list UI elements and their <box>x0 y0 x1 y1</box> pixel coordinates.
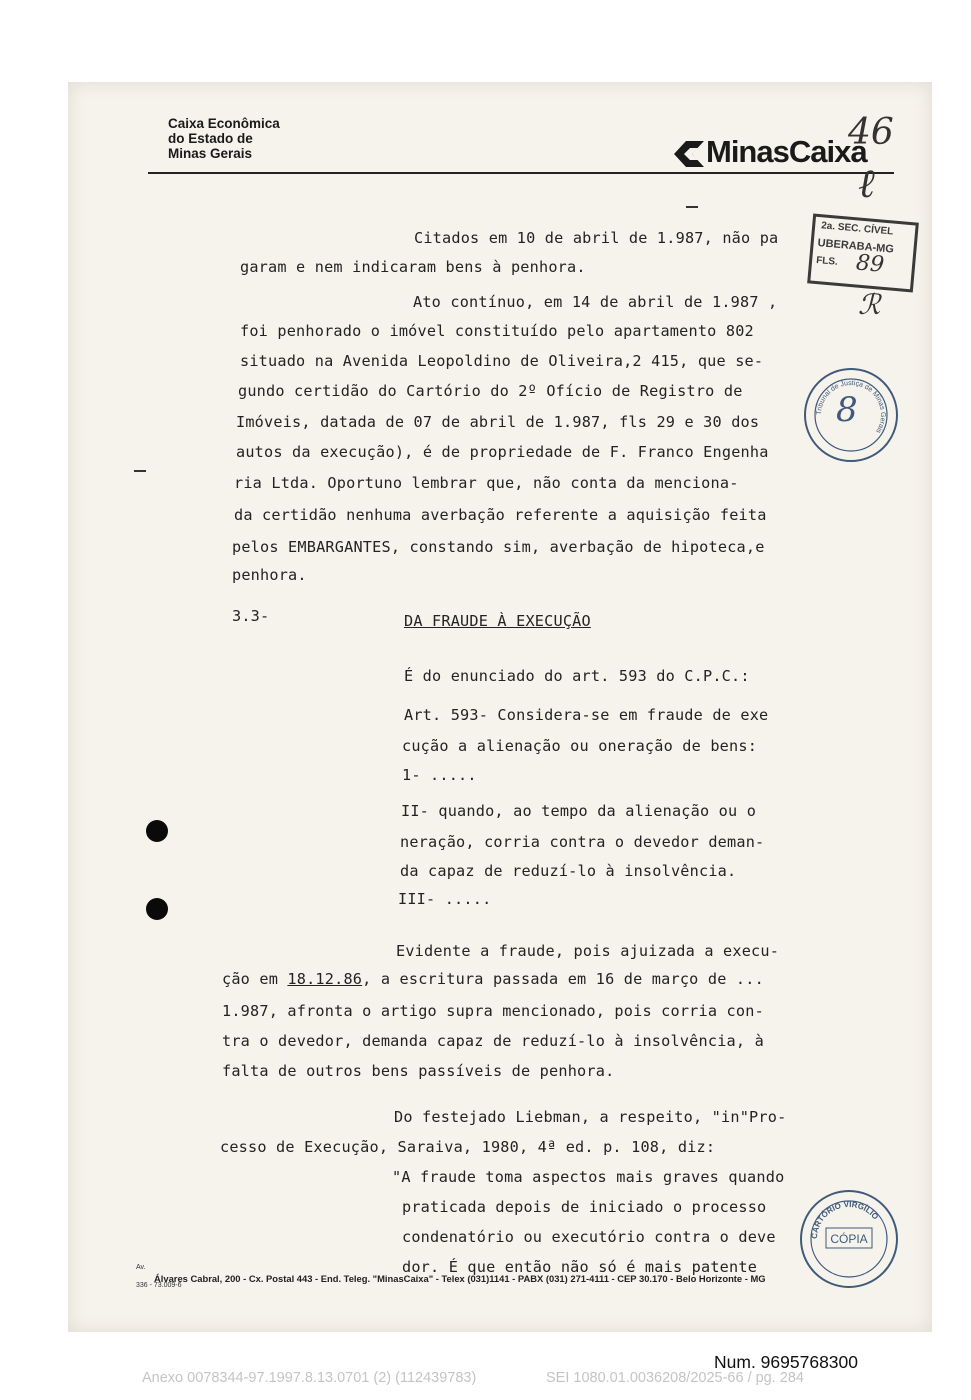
handwritten-initial: ℓ <box>858 161 875 207</box>
text-line: autos da execução), é de propriedade de F. Franco Engenha <box>236 443 769 461</box>
bank-name-line: Minas Gerais <box>168 146 253 161</box>
sei-reference: SEI 1080.01.0036208/2025-66 / pg. 284 <box>546 1370 804 1386</box>
text-line <box>222 970 764 988</box>
stamp-line: UBERABA-MG <box>817 237 895 256</box>
seal-ring-icon <box>802 1192 896 1286</box>
brand-logo: MinasCaixa <box>706 134 867 169</box>
notary-seal <box>800 1190 898 1288</box>
text-segment: , a escritura passada em 16 de março de ... <box>362 970 764 988</box>
quote-line: condenatório ou executório contra o deve <box>402 1228 776 1246</box>
text-line: situado na Avenida Leopoldino de Oliveira,2 415, que se- <box>240 352 764 370</box>
quote-line: "A fraude toma aspectos mais graves quando <box>392 1168 785 1186</box>
text-line: Citados em 10 de abril de 1.987, não pa <box>414 229 779 247</box>
tribunal-seal <box>804 368 898 462</box>
text-line: cesso de Execução, Saraiva, 1980, 4ª ed. p. 108, diz: <box>220 1138 716 1156</box>
stamp-line: 2a. SEC. CÍVEL <box>820 220 894 238</box>
margin-mark <box>686 206 698 208</box>
quote-line: II- quando, ao tempo da alienação ou o <box>401 802 757 820</box>
text-line: tra o devedor, demanda capaz de reduzí-lo à insolvência, à <box>222 1032 764 1050</box>
court-stamp <box>807 214 919 293</box>
bank-name-line: do Estado de <box>168 131 253 146</box>
quote-line: Art. 593- Considera-se em fraude de exe <box>404 706 769 724</box>
footer-code-line: Av. <box>136 1264 146 1271</box>
text-line: foi penhorado o imóvel constituído pelo apartamento 802 <box>240 322 754 340</box>
quote-line: praticada depois de iniciado o processo <box>402 1198 767 1216</box>
section-title: DA FRAUDE À EXECUÇÃO <box>404 612 591 630</box>
annex-reference: Anexo 0078344-97.1997.8.13.0701 (2) (112439783) <box>142 1370 477 1386</box>
quote-line: III- ..... <box>398 890 492 908</box>
quote-line: neração, corria contra o devedor deman- <box>400 833 765 851</box>
text-line: Imóveis, datada de 07 de abril de 1.987, fls 29 e 30 dos <box>236 413 760 431</box>
text-line: 1.987, afronta o artigo supra mencionado, pois corria con- <box>222 1002 764 1020</box>
seal-text: Tribunal de Justiça de Minas Gerais <box>815 379 887 435</box>
text-line: pelos EMBARGANTES, constando sim, averbação de hipoteca,e <box>232 538 765 556</box>
text-line: Evidente a fraude, pois ajuizada a execu- <box>396 942 780 960</box>
text-line: É do enunciado do art. 593 do C.P.C.: <box>404 667 750 685</box>
quote-line: da capaz de reduzí-lo à insolvência. <box>400 862 737 880</box>
text-line: Ato contínuo, em 14 de abril de 1.987 , <box>413 293 778 311</box>
section-number: 3.3- <box>232 607 270 625</box>
document-number: Num. 9695768300 <box>714 1352 858 1372</box>
seal-center-text: CÓPIA <box>830 1232 868 1246</box>
text-line: gundo certidão do Cartório do 2º Ofício de Registro de <box>238 382 743 400</box>
text-line: falta de outros bens passíveis de penhora. <box>222 1062 615 1080</box>
handwritten-page-number: 46 <box>848 112 894 153</box>
stamp-line: FLS. <box>815 254 839 268</box>
text-line: Do festejado Liebman, a respeito, "in"Pro- <box>394 1108 787 1126</box>
bank-name-line: Caixa Econômica <box>168 116 280 131</box>
margin-mark <box>134 470 146 472</box>
punch-hole <box>146 820 168 842</box>
quote-line: dor. É que então não só é mais patente <box>402 1258 758 1276</box>
punch-hole <box>146 898 168 920</box>
text-line: ria Ltda. Oportuno lembrar que, não conta da menciona- <box>234 474 739 492</box>
seal-text: CARTÓRIO VIRGÍLIO <box>809 1199 881 1240</box>
handwritten-mark: ℛ <box>858 288 881 321</box>
bank-name <box>168 116 318 161</box>
text-line: garam e nem indicaram bens à penhora. <box>240 258 586 276</box>
footer-code-line: 336 - 73.009-6 <box>136 1282 182 1289</box>
quote-line: 1- ..... <box>402 766 477 784</box>
quote-line: cução a alienação ou oneração de bens: <box>402 737 758 755</box>
seal-handwritten-mark: 8 <box>836 390 858 430</box>
text-line: da certidão nenhuma averbação referente a aquisição feita <box>234 506 767 524</box>
underlined-date: 18.12.86 <box>287 970 363 988</box>
minascaixa-logo-icon <box>672 139 706 169</box>
text-line: penhora. <box>232 566 307 584</box>
stamp-folio: 89 <box>855 250 886 278</box>
header-rule <box>148 172 894 174</box>
text-segment: ção em <box>222 970 288 988</box>
footer-address: Álvares Cabral, 200 - Cx. Postal 443 - End. Teleg. "MinasCaixa" - Telex (031)1141 - PABX (031) 271-4111 - CEP 30.170 - Belo Horizonte - MG <box>154 1273 766 1284</box>
